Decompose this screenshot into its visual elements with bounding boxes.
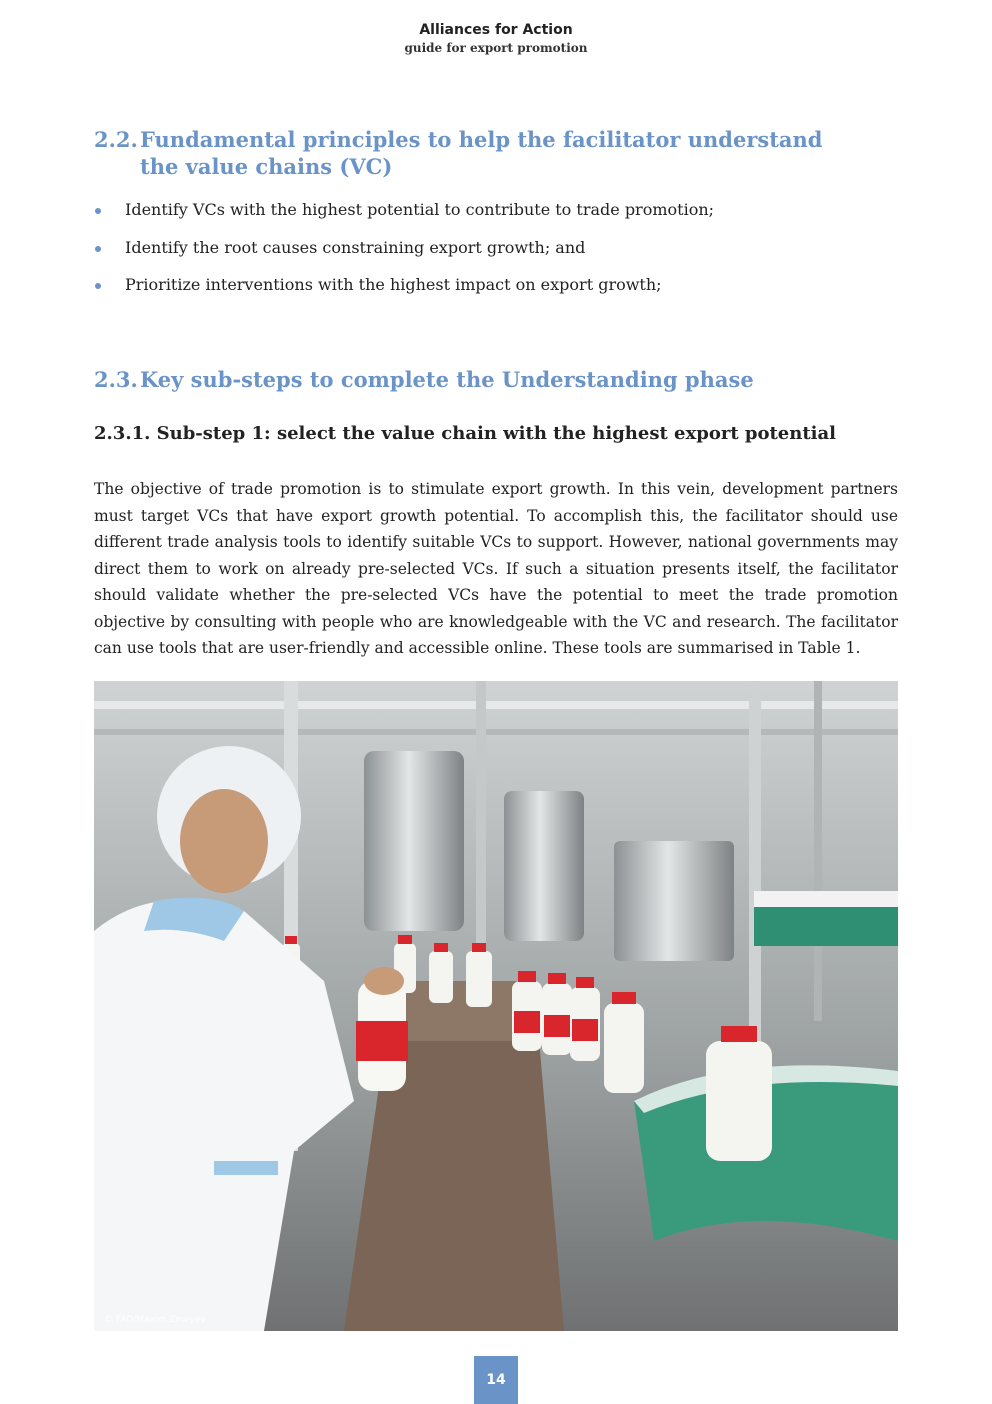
subsection-heading-2-3-1: 2.3.1. Sub-step 1: select the value chain with the highest export potential — [94, 423, 836, 444]
bullet-icon — [95, 208, 101, 214]
list-item — [94, 273, 914, 297]
publication-title: Alliances for Action — [419, 22, 573, 38]
list-item-text: Prioritize interventions with the highest impact on export growth; — [125, 275, 662, 294]
photo-illustration — [94, 681, 898, 1331]
page-number: 14 — [474, 1356, 518, 1404]
principles-list — [94, 198, 914, 311]
section-title-line1: Fundamental principles to help the facilitator understand — [140, 127, 823, 152]
bullet-icon — [95, 283, 101, 289]
dairy-factory-photo — [94, 681, 898, 1331]
section-title-line2: the value chains (VC) — [140, 154, 393, 179]
list-item — [94, 236, 914, 260]
section-number: 2.3. — [94, 367, 138, 392]
publication-subtitle: guide for export promotion — [404, 41, 588, 55]
section-number: 2.2. — [94, 127, 138, 152]
list-item-text: Identify VCs with the highest potential to contribute to trade promotion; — [125, 200, 715, 219]
bullet-icon — [95, 246, 101, 252]
section-heading-2-2 — [94, 126, 822, 180]
photo-credit: © FAO/Maxim Zmeyev — [104, 1315, 206, 1325]
list-item-text: Identify the root causes constraining export growth; and — [125, 237, 586, 257]
section-heading-2-3 — [94, 366, 754, 393]
section-title: Key sub-steps to complete the Understanding phase — [140, 367, 754, 392]
body-paragraph: The objective of trade promotion is to stimulate export growth. In this vein, development partners must target VCs that have export growth potential. To accomplish this, the facilitator should use different trade analysis tools to identify suitable VCs to support. However, national governments may direct them to work on already pre-selected VCs. If such a situation presents itself, the facilitator should validate whether the pre-selected VCs have the potential to meet the trade promotion objective by consulting with people who are knowledgeable with the VC and research. The facilitator can use tools that are user-friendly and accessible online. These tools are summarised in Table 1. — [94, 480, 898, 657]
list-item — [94, 198, 914, 222]
running-header — [0, 21, 992, 56]
